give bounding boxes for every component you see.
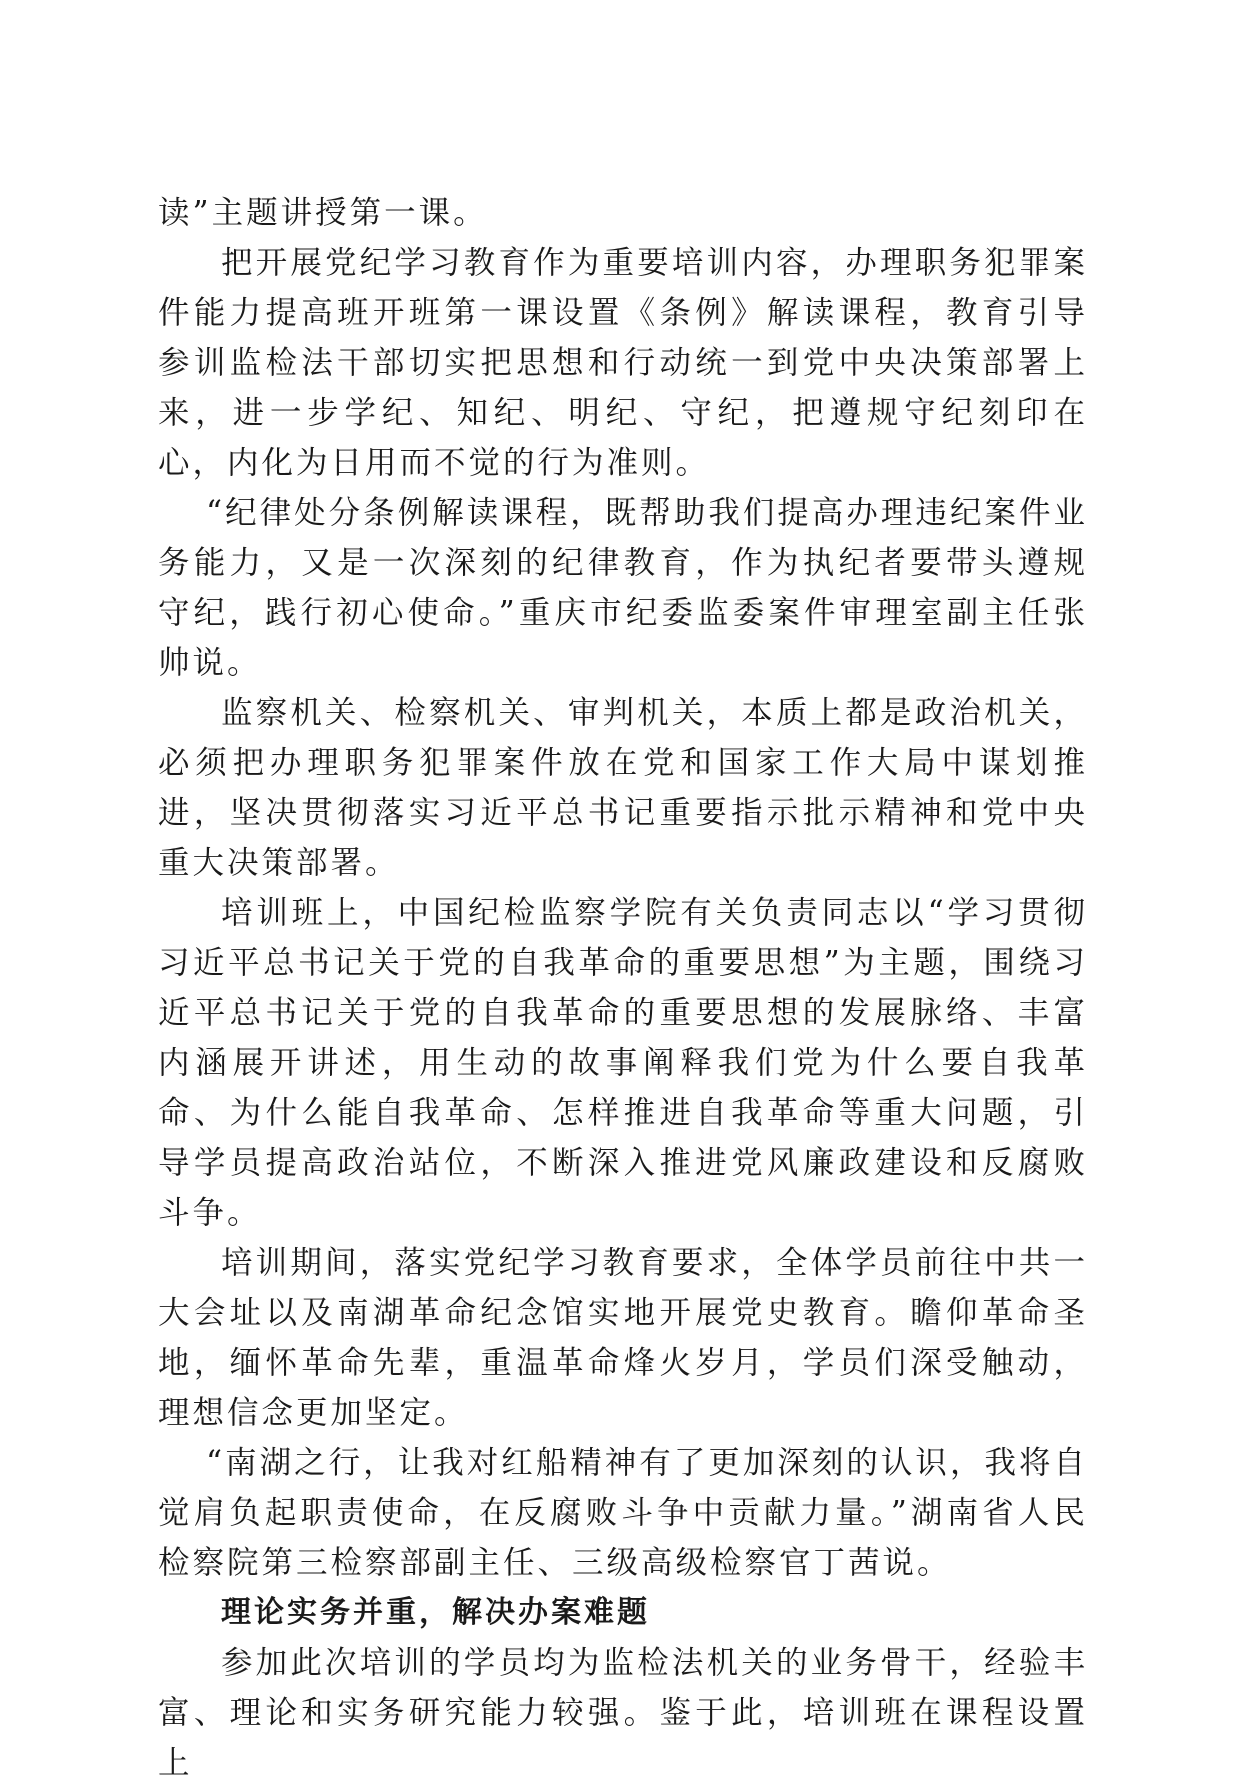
paragraph-quote: “南湖之行，让我对红船精神有了更加深刻的认识，我将自觉肩负起职责使命，在反腐败斗争中贡献力量。”湖南省人民检察院第三检察部副主任、三级高级检察官丁茜说。 — [158, 1445, 1088, 1581]
paragraph: 把开展党纪学习教育作为重要培训内容，办理职务犯罪案件能力提高班开班第一课设置《条例》解读课程，教育引导参训监检法干部切实把思想和行动统一到党中央决策部署上来，进一步学纪、知纪、明纪、守纪，把遵规守纪刻印在心，内化为日用而不觉的行为准则。 — [158, 245, 1088, 481]
paragraph: 监察机关、检察机关、审判机关，本质上都是政治机关，必须把办理职务犯罪案件放在党和国家工作大局中谋划推进，坚决贯彻落实习近平总书记重要指示批示精神和党中央重大决策部署。 — [158, 695, 1088, 881]
paragraph: 培训班上，中国纪检监察学院有关负责同志以“学习贯彻习近平总书记关于党的自我革命的重要思想”为主题，围绕习近平总书记关于党的自我革命的重要思想的发展脉络、丰富内涵展开讲述，用生动的故事阐释我们党为什么要自我革命、为什么能自我革命、怎样推进自我革命等重大问题，引导学员提高政治站位，不断深入推进党风廉政建设和反腐败斗争。 — [158, 895, 1088, 1231]
paragraph: 参加此次培训的学员均为监检法机关的业务骨干，经验丰富、理论和实务研究能力较强。鉴于此，培训班在课程设置上 — [158, 1645, 1088, 1781]
paragraph: 培训期间，落实党纪学习教育要求，全体学员前往中共一大会址以及南湖革命纪念馆实地开展党史教育。瞻仰革命圣地，缅怀革命先辈，重温革命烽火岁月，学员们深受触动，理想信念更加坚定。 — [158, 1245, 1088, 1431]
paragraph-quote: “纪律处分条例解读课程，既帮助我们提高办理违纪案件业务能力，又是一次深刻的纪律教育，作为执纪者要带头遵规守纪，践行初心使命。”重庆市纪委监委案件审理室副主任张帅说。 — [158, 495, 1088, 681]
paragraph-continuation: 读”主题讲授第一课。 — [158, 195, 488, 231]
section-heading: 理论实务并重，解决办案难题 — [221, 1595, 650, 1630]
document-body — [158, 188, 1088, 1788]
